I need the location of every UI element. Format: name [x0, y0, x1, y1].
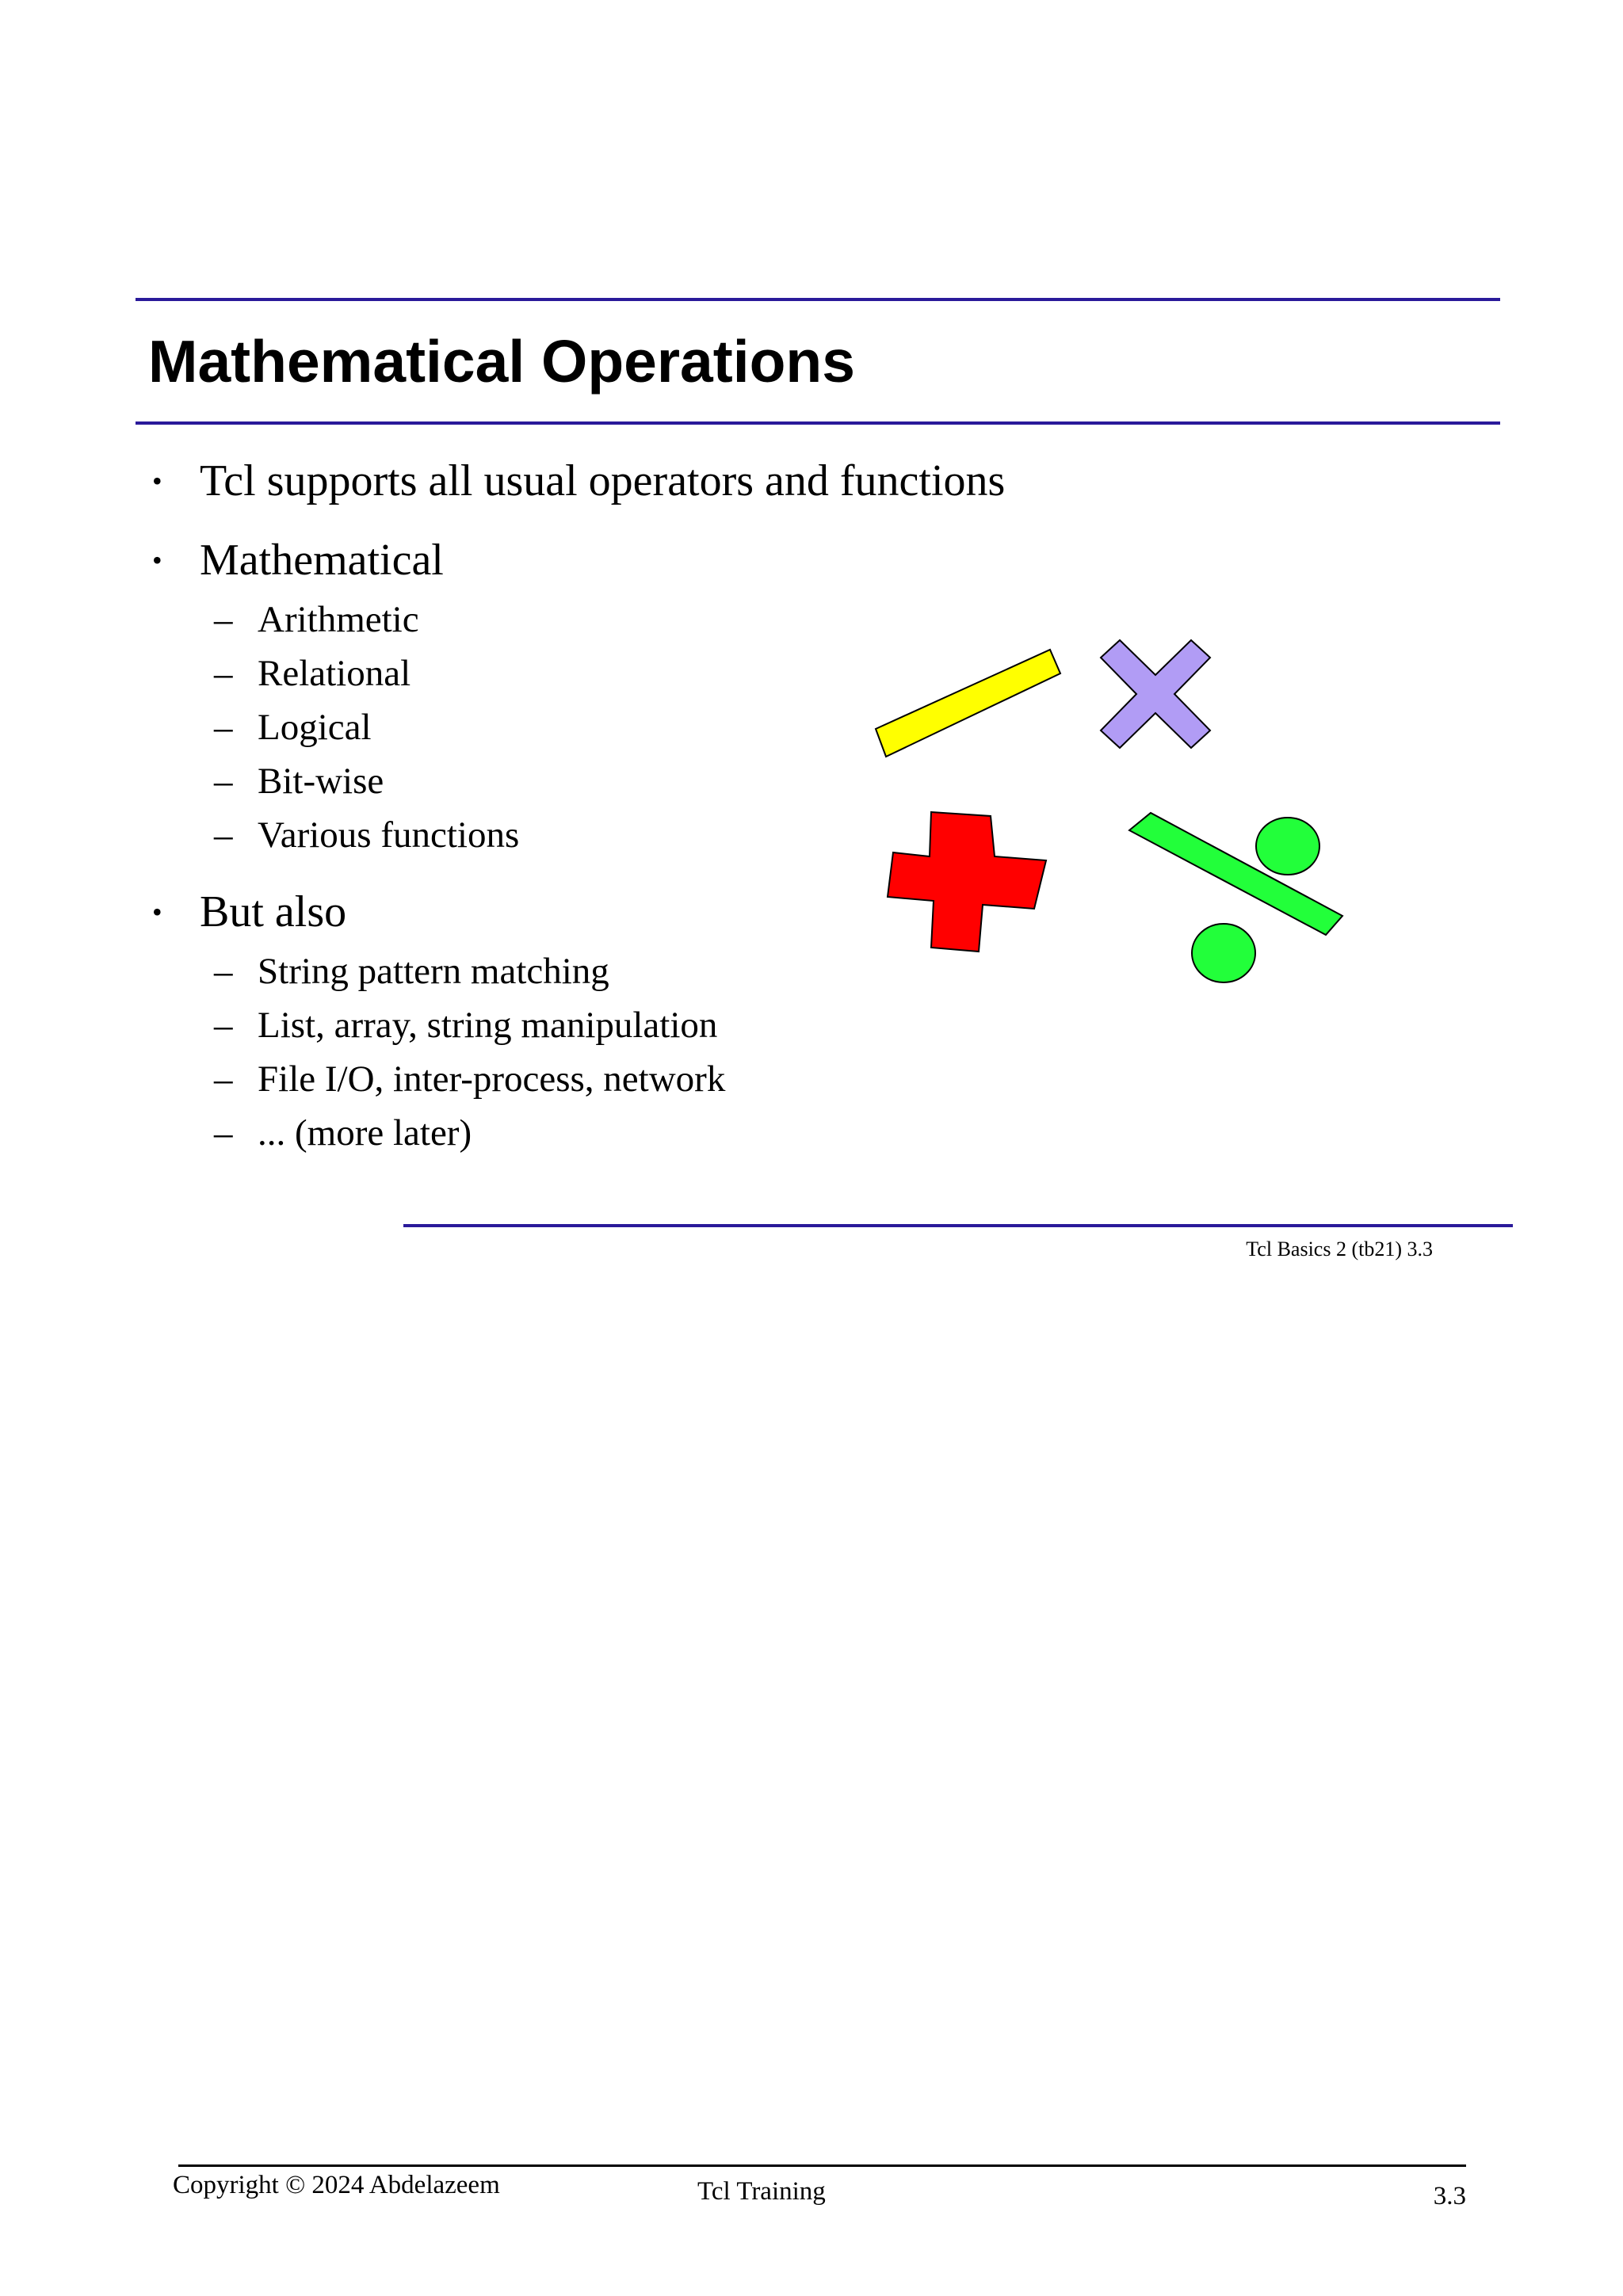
dash-glyph: – [214, 1058, 233, 1100]
minus-symbol-icon [876, 650, 1060, 757]
dash-glyph: – [214, 761, 233, 802]
title-top-rule [136, 298, 1500, 301]
bullet-glyph: • [152, 896, 162, 928]
sub-item-text: List, array, string manipulation [258, 1005, 718, 1046]
sub-item-text: Logical [258, 707, 372, 748]
bullet-text: But also [200, 887, 347, 936]
bullet-glyph: • [152, 544, 162, 576]
percent-symbol-icon [1129, 813, 1342, 982]
sub-item-text: Arithmetic [258, 599, 419, 640]
sub-item-text: File I/O, inter-process, network [258, 1058, 726, 1100]
plus-symbol-icon [888, 812, 1046, 952]
page-number: 3.3 [1433, 2182, 1466, 2210]
dash-glyph: – [214, 707, 233, 748]
page-title: Mathematical Operations [148, 328, 855, 395]
slide-footer-label: Tcl Basics 2 (tb21) 3.3 [1246, 1238, 1433, 1261]
copyright-text: Copyright © 2024 Abdelazeem [173, 2171, 500, 2199]
bullet-text: Mathematical [200, 536, 444, 585]
dash-glyph: – [214, 814, 233, 856]
sub-item-text: ... (more later) [258, 1112, 472, 1154]
dash-glyph: – [214, 1112, 233, 1154]
bullet-glyph: • [152, 465, 162, 497]
slide-bottom-rule [403, 1224, 1513, 1227]
dash-glyph: – [214, 951, 233, 992]
sub-item-text: Various functions [258, 814, 520, 856]
title-bottom-rule [136, 421, 1500, 425]
sub-item-text: Relational [258, 653, 411, 694]
course-title: Tcl Training [697, 2177, 826, 2206]
sub-item-text: String pattern matching [258, 951, 609, 992]
dash-glyph: – [214, 653, 233, 694]
times-symbol-icon [1101, 640, 1210, 748]
page-footer-rule [178, 2164, 1466, 2167]
bullet-text: Tcl supports all usual operators and functions [200, 456, 1006, 505]
sub-item-text: Bit-wise [258, 761, 384, 802]
dash-glyph: – [214, 599, 233, 640]
dash-glyph: – [214, 1005, 233, 1046]
operator-symbols-illustration [856, 626, 1363, 1006]
